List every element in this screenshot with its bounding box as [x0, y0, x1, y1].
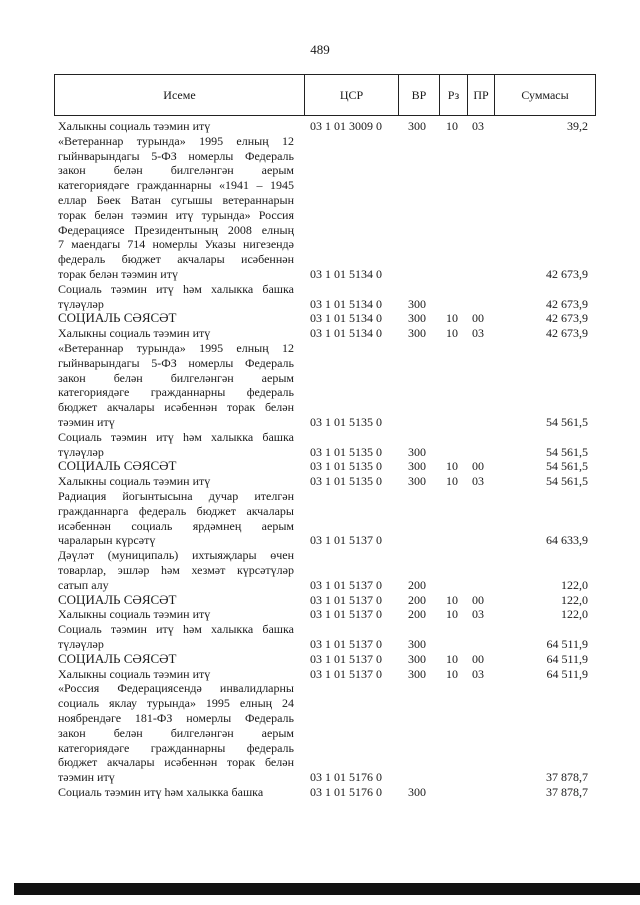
- row-csr: 03 1 01 5137 0: [310, 607, 382, 622]
- row-rz: 10: [446, 651, 458, 666]
- row-csr: 03 1 01 5137 0: [310, 636, 382, 651]
- row-csr: 03 1 01 3009 0: [310, 119, 382, 133]
- column-header-name: Исеме: [163, 88, 196, 102]
- row-sum: 42 673,9: [546, 267, 588, 281]
- row-name-line: категориядәге гражданнарны «1941 – 1945: [58, 178, 294, 193]
- row-name-line: СОЦИАЛЬ СӘЯСӘТ: [58, 650, 177, 666]
- row-pr: 00: [472, 651, 484, 666]
- row-rz: 10: [446, 311, 458, 326]
- row-csr: 03 1 01 5176 0: [310, 770, 382, 785]
- row-csr: 03 1 01 5134 0: [310, 326, 382, 341]
- row-name-line: бюджет акчалары исәбеннән торак белән: [58, 755, 294, 770]
- row-name-line: Халыкны социаль тәэмин итү: [58, 666, 211, 681]
- table-row: [0, 785, 640, 800]
- row-name-line: социаль яклау турында» 1995 елның 24: [58, 696, 294, 711]
- table-body: [0, 119, 640, 800]
- row-name-line: Социаль тәэмин итү һәм халыкка башка: [58, 281, 294, 296]
- row-name: [58, 282, 294, 312]
- row-name: [58, 119, 294, 134]
- row-name: [58, 593, 294, 608]
- row-name-line: закон белән билгеләнгән аерым: [58, 370, 294, 385]
- row-pr: 00: [472, 459, 484, 474]
- row-name: [58, 134, 294, 282]
- row-sum: 54 561,5: [546, 414, 588, 429]
- row-name: [58, 311, 294, 326]
- column-header-sum: Суммасы: [521, 88, 569, 102]
- row-name: [58, 341, 294, 430]
- row-pr: 03: [472, 474, 484, 489]
- row-name-line: исәбеннән социаль ярдәмнең аерым: [58, 518, 294, 533]
- row-sum: 122,0: [561, 592, 588, 607]
- row-pr: 00: [472, 592, 484, 607]
- row-name: [58, 326, 294, 341]
- row-name: [58, 459, 294, 474]
- row-csr: 03 1 01 5134 0: [310, 296, 382, 311]
- row-sum: 37 878,7: [546, 784, 588, 799]
- row-csr: 03 1 01 5135 0: [310, 444, 382, 459]
- row-name: [58, 622, 294, 652]
- row-vr: 300: [408, 459, 426, 474]
- row-csr: 03 1 01 5134 0: [310, 311, 382, 326]
- row-sum: 122,0: [561, 607, 588, 622]
- row-csr: 03 1 01 5135 0: [310, 414, 382, 429]
- row-csr: 03 1 01 5135 0: [310, 459, 382, 474]
- row-sum: 39,2: [567, 119, 588, 133]
- row-name-line: торак белән тәэмин итү: [58, 266, 178, 281]
- row-name: [58, 785, 294, 800]
- table-row: [0, 489, 640, 548]
- row-name-line: закон белән билгеләнгән аерым: [58, 725, 294, 740]
- row-sum: 54 561,5: [546, 459, 588, 474]
- row-name-line: СОЦИАЛЬ СӘЯСӘТ: [58, 458, 177, 474]
- table-row: [0, 341, 640, 430]
- row-csr: 03 1 01 5137 0: [310, 533, 382, 548]
- row-name-line: закон белән билгеләнгән аерым: [58, 163, 294, 178]
- row-sum: 54 561,5: [546, 474, 588, 489]
- row-name-line: Дәүләт (муниципаль) ихтыяҗлары өчен: [58, 548, 294, 563]
- table-row: [0, 622, 640, 652]
- row-name: [58, 667, 294, 682]
- row-name: [58, 652, 294, 667]
- row-name-line: Социаль тәэмин итү һәм халыкка башка: [58, 784, 264, 799]
- row-name-line: сатып алу: [58, 577, 109, 592]
- row-name: [58, 474, 294, 489]
- scan-edge: [14, 883, 640, 895]
- row-sum: 42 673,9: [546, 296, 588, 311]
- row-csr: 03 1 01 5137 0: [310, 577, 382, 592]
- table-row: [0, 681, 640, 785]
- row-name-line: категориядәге гражданнарны федераль: [58, 740, 294, 755]
- table-row: [0, 119, 640, 134]
- row-vr: 200: [408, 592, 426, 607]
- row-vr: 300: [408, 651, 426, 666]
- row-rz: 10: [446, 592, 458, 607]
- row-vr: 300: [408, 326, 426, 341]
- row-sum: 42 673,9: [546, 311, 588, 326]
- row-name-line: «Россия Федерациясендә инвалидларны: [58, 681, 294, 696]
- table-row: [0, 430, 640, 460]
- row-name-line: түләүләр: [58, 444, 104, 459]
- column-header-csr: ЦСР: [339, 88, 364, 102]
- table-row: [0, 326, 640, 341]
- row-name-line: түләүләр: [58, 636, 104, 651]
- table-row: [0, 282, 640, 312]
- page-number: 489: [310, 42, 330, 57]
- row-vr: 200: [408, 577, 426, 592]
- row-name-line: 7 маендагы 714 номерлы Указы нигезендә: [58, 237, 294, 252]
- row-rz: 10: [446, 459, 458, 474]
- row-vr: 300: [408, 666, 426, 681]
- table-header: [54, 74, 596, 116]
- row-name-line: бюджет акчалары исәбеннән торак белән: [58, 400, 294, 415]
- row-sum: 64 511,9: [546, 666, 588, 681]
- row-name-line: «Ветераннар турында» 1995 елның 12: [58, 340, 294, 355]
- table-row: [0, 652, 640, 667]
- row-name: [58, 548, 294, 592]
- row-name-line: Халыкны социаль тәэмин итү: [58, 474, 211, 489]
- row-name-line: гражданнарга федераль бюджет акчалары: [58, 503, 294, 518]
- table-row: [0, 593, 640, 608]
- row-name-line: Халыкны социаль тәэмин итү: [58, 119, 211, 133]
- row-name-line: «Ветераннар турында» 1995 елның 12: [58, 133, 294, 148]
- row-csr: 03 1 01 5137 0: [310, 666, 382, 681]
- row-name-line: федераль бюджет акчалары исәбеннән: [58, 252, 294, 267]
- row-rz: 10: [446, 119, 458, 133]
- row-name-line: товарлар, эшләр һәм хезмәт күрсәтүләр: [58, 562, 294, 577]
- row-vr: 300: [408, 444, 426, 459]
- row-vr: 300: [408, 296, 426, 311]
- row-name: [58, 681, 294, 785]
- row-name-line: Социаль тәэмин итү һәм халыкка башка: [58, 622, 294, 637]
- row-name-line: еллар Бөек Ватан сугышы ветераннарын: [58, 192, 294, 207]
- row-name-line: Федерациясе Президентының 2008 елның: [58, 222, 294, 237]
- row-name-line: чараларын күрсәтү: [58, 533, 156, 548]
- row-name-line: тәэмин итү: [58, 770, 115, 785]
- row-name-line: гыйнварындагы 5-ФЗ номерлы Федераль: [58, 355, 294, 370]
- row-pr: 03: [472, 666, 484, 681]
- row-vr: 300: [408, 636, 426, 651]
- row-rz: 10: [446, 474, 458, 489]
- row-name-line: түләүләр: [58, 296, 104, 311]
- table-row: [0, 311, 640, 326]
- row-name-line: Халыкны социаль тәэмин итү: [58, 326, 211, 341]
- row-vr: 200: [408, 607, 426, 622]
- table-row: [0, 667, 640, 682]
- row-name-line: тәэмин итү: [58, 414, 115, 429]
- row-sum: 64 511,9: [546, 651, 588, 666]
- row-pr: 03: [472, 607, 484, 622]
- row-name-line: СОЦИАЛЬ СӘЯСӘТ: [58, 591, 177, 607]
- row-name-line: гыйнварындагы 5-ФЗ номерлы Федераль: [58, 148, 294, 163]
- table-row: [0, 548, 640, 592]
- row-name-line: категориядәге гражданнарны федераль: [58, 385, 294, 400]
- row-csr: 03 1 01 5137 0: [310, 651, 382, 666]
- column-header-rz: Рз: [447, 88, 460, 102]
- row-pr: 03: [472, 326, 484, 341]
- row-pr: 00: [472, 311, 484, 326]
- row-vr: 300: [408, 119, 426, 133]
- row-rz: 10: [446, 326, 458, 341]
- row-csr: 03 1 01 5134 0: [310, 267, 382, 281]
- row-sum: 42 673,9: [546, 326, 588, 341]
- row-pr: 03: [472, 119, 484, 133]
- table-row: [0, 459, 640, 474]
- row-sum: 37 878,7: [546, 770, 588, 785]
- table-row: [0, 134, 640, 282]
- column-header-pr: ПР: [473, 88, 489, 102]
- row-csr: 03 1 01 5137 0: [310, 592, 382, 607]
- row-vr: 300: [408, 474, 426, 489]
- row-vr: 300: [408, 784, 426, 799]
- row-name: [58, 607, 294, 622]
- table-row: [0, 607, 640, 622]
- table-row: [0, 474, 640, 489]
- row-name: [58, 489, 294, 548]
- row-name-line: ноябрендәге 181-ФЗ номерлы Федераль: [58, 710, 294, 725]
- row-sum: 64 633,9: [546, 533, 588, 548]
- row-sum: 54 561,5: [546, 444, 588, 459]
- column-header-vr: ВР: [411, 88, 427, 102]
- row-csr: 03 1 01 5176 0: [310, 784, 382, 799]
- row-sum: 64 511,9: [546, 636, 588, 651]
- row-name-line: СОЦИАЛЬ СӘЯСӘТ: [58, 310, 177, 326]
- row-rz: 10: [446, 666, 458, 681]
- row-vr: 300: [408, 311, 426, 326]
- row-name: [58, 430, 294, 460]
- row-name-line: Социаль тәэмин итү һәм халыкка башка: [58, 429, 294, 444]
- row-name-line: торак белән тәэмин итү турында» Россия: [58, 207, 294, 222]
- row-name-line: Халыкны социаль тәэмин итү: [58, 607, 211, 622]
- row-rz: 10: [446, 607, 458, 622]
- row-name-line: Радиация йогынтысына дучар ителгән: [58, 488, 294, 503]
- row-sum: 122,0: [561, 577, 588, 592]
- row-csr: 03 1 01 5135 0: [310, 474, 382, 489]
